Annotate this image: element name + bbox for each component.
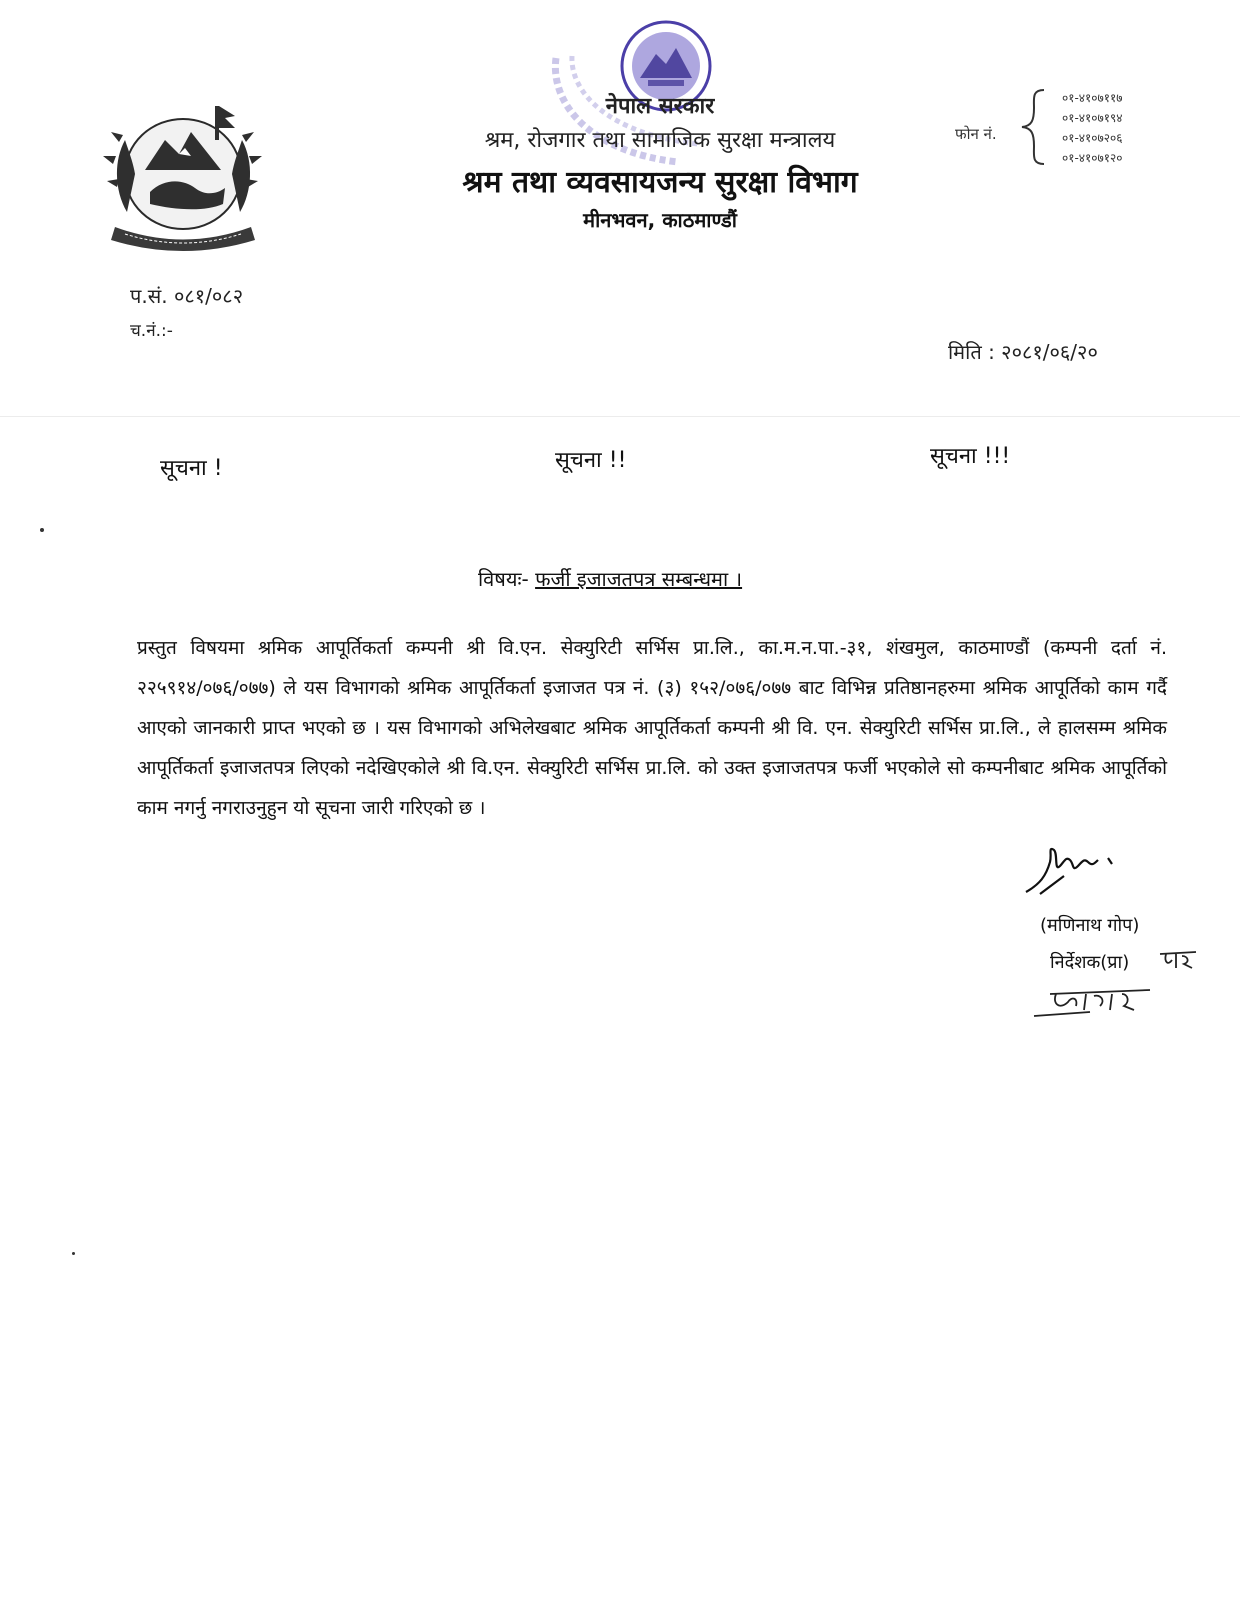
- department-name: श्रम तथा व्यवसायजन्य सुरक्षा विभाग: [462, 165, 858, 200]
- nepal-emblem-icon: [95, 92, 270, 252]
- government-name: नेपाल सरकार: [605, 94, 715, 119]
- brace-icon: [1018, 88, 1048, 166]
- office-address: मीनभवन, काठमाण्डौं: [583, 208, 737, 232]
- phone-number: ०१-४१०७२०६: [1062, 131, 1123, 145]
- reference-number: प.सं. ०८१/०८२: [130, 284, 244, 308]
- phone-label: फोन नं.: [955, 125, 997, 143]
- notice-heading-3: सूचना !!!: [930, 444, 1011, 469]
- signature-icon: [1020, 836, 1130, 898]
- subject-text: फर्जी इजाजतपत्र सम्बन्धमा ।: [535, 567, 743, 591]
- handwritten-note-icon: [1030, 986, 1160, 1022]
- fold-line: [0, 416, 1240, 417]
- notice-heading-2: सूचना !!: [555, 448, 627, 473]
- ministry-name: श्रम, रोजगार तथा सामाजिक सुरक्षा मन्त्रालय: [484, 128, 836, 153]
- letter-date: मिति : २०८१/०६/२०: [948, 340, 1098, 364]
- handwritten-initial-icon: [1158, 948, 1198, 972]
- signatory-title: निर्देशक(प्रा): [1050, 952, 1130, 973]
- signatory-name: (मणिनाथ गोप): [1040, 915, 1140, 936]
- scan-speck: [40, 528, 44, 532]
- phone-number: ०१-४१०७१२०: [1062, 151, 1123, 165]
- dispatch-number: च.नं.:-: [130, 321, 173, 341]
- phone-number: ०१-४१०७१९४: [1062, 111, 1123, 125]
- notice-heading-1: सूचना !: [160, 456, 223, 481]
- scan-speck: [72, 1252, 75, 1255]
- subject-line: [478, 565, 742, 592]
- notice-body: प्रस्तुत विषयमा श्रमिक आपूर्तिकर्ता कम्पनी श्री वि.एन. सेक्युरिटी सर्भिस प्रा.लि., का.म.न.पा.-३१, शंखमुल, काठमाण्डौं (कम्पनी दर्ता नं. २२५९१४/०७६/०७७) ले यस विभागको श्रमिक आपूर्तिकर्ता इजाजत पत्र नं. (३) १५२/०७६/०७७ बाट विभिन्न प्रतिष्ठानहरुमा श्रमिक आपूर्तिको काम गर्दै आएको जानकारी प्राप्त भएको छ । यस विभागको अभिलेखबाट श्रमिक आपूर्तिकर्ता कम्पनी श्री वि. एन. सेक्युरिटी सर्भिस प्रा.लि., ले हालसम्म श्रमिक आपूर्तिकर्ता इजाजतपत्र लिएको नदेखिएकोले श्री वि.एन. सेक्युरिटी सर्भिस प्रा.लि. को उक्त इजाजतपत्र फर्जी भएकोले सो कम्पनीबाट श्रमिक आपूर्तिको काम नगर्नु नगराउनुहुन यो सूचना जारी गरिएको छ ।: [137, 637, 1167, 819]
- subject-label: विषयः-: [478, 567, 529, 591]
- phone-list: [1062, 88, 1123, 168]
- phone-number: ०१-४१०७११७: [1062, 91, 1123, 105]
